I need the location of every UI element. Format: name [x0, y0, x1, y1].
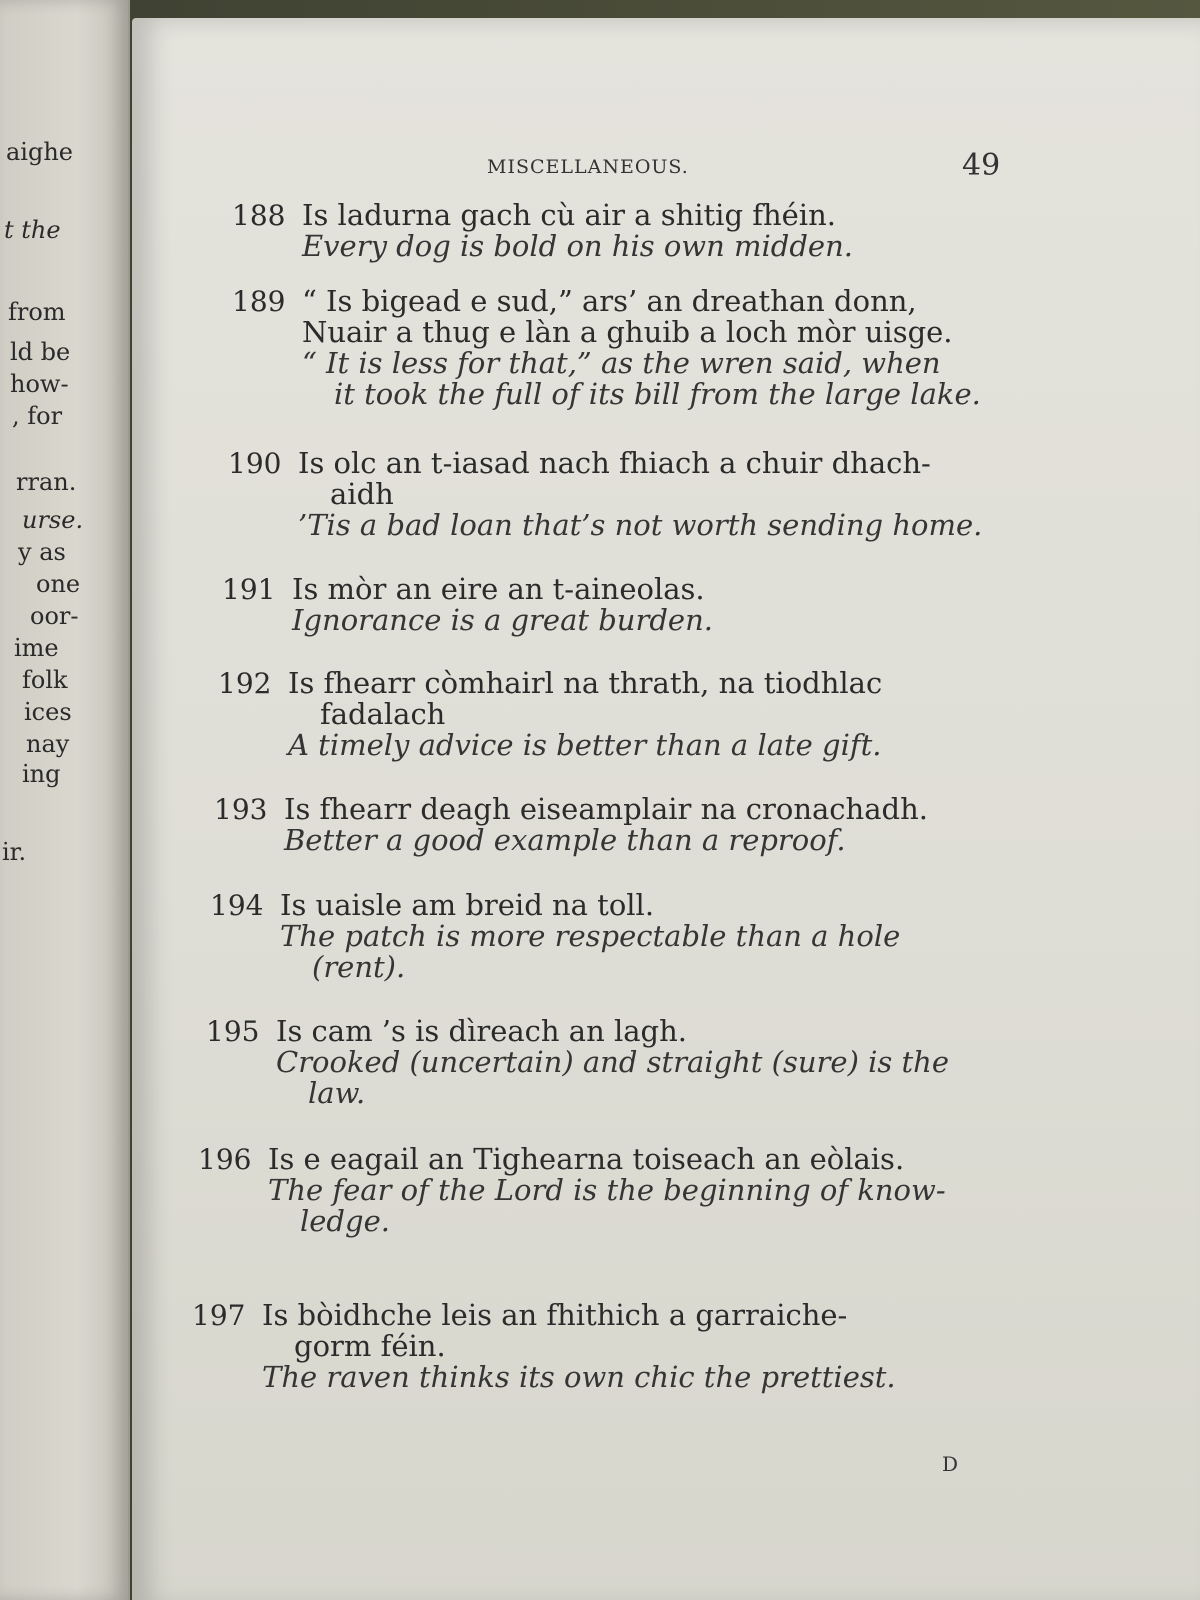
left-page-fragment: aighe: [6, 138, 74, 166]
proverb-gaelic-line: Is cam ’s is dìreach an lagh.: [276, 1014, 687, 1048]
running-head: MISCELLANEOUS.: [487, 156, 689, 178]
proverb-body: [262, 1300, 896, 1393]
proverb-translation-line: A timely advice is better than a late gift.: [288, 728, 882, 762]
left-page-fragment: how-: [10, 370, 69, 398]
left-page-fragment: one: [36, 570, 81, 598]
proverb-number: 188: [232, 199, 286, 232]
proverb-translation-line: “ It is less for that,” as the wren said, when: [302, 346, 941, 380]
proverb-body: [284, 794, 928, 856]
proverb-gaelic-line: gorm féin.: [294, 1329, 446, 1363]
proverb-translation-line: The patch is more respectable than a hole: [280, 919, 901, 953]
proverb-translation-line: Every dog is bold on his own midden.: [302, 229, 853, 263]
left-page-fragment: t the: [4, 216, 61, 244]
proverb-body: [298, 448, 982, 541]
left-page-fragment: ing: [22, 760, 61, 788]
proverb-translation-line: The fear of the Lord is the beginning of know-: [268, 1173, 946, 1207]
left-page-fragment: ld be: [10, 338, 71, 366]
proverb-body: [292, 574, 713, 636]
proverb-translation-line: law.: [308, 1076, 366, 1110]
proverb-number: 189: [232, 285, 286, 318]
page-number: 49: [962, 148, 1001, 183]
left-page-fragment: oor-: [30, 602, 79, 630]
proverb-gaelic-line: fadalach: [320, 697, 446, 731]
proverb-number: 194: [210, 889, 264, 922]
proverb-gaelic-line: Is e eagail an Tighearna toiseach an eòlais.: [268, 1142, 905, 1176]
proverb-gaelic-line: “ Is bigead e sud,” ars’ an dreathan donn,: [302, 284, 917, 318]
proverb-body: [280, 890, 900, 983]
left-page-fragment: ir.: [2, 838, 27, 866]
left-page-fragment: urse.: [22, 506, 84, 534]
proverb-number: 197: [192, 1299, 246, 1332]
left-page: [0, 0, 130, 1600]
proverb-gaelic-line: Is olc an t-iasad nach fhiach a chuir dhach-: [298, 446, 931, 480]
left-page-fragment: ices: [24, 698, 72, 726]
proverb-number: 191: [222, 573, 276, 606]
proverb-gaelic-line: Is mòr an eire an t-aineolas.: [292, 572, 705, 606]
proverb-translation-line: it took the full of its bill from the large lake.: [334, 377, 981, 411]
left-page-fragment: folk: [22, 666, 68, 694]
proverb-gaelic-line: Is ladurna gach cù air a shitig fhéin.: [302, 198, 836, 232]
proverb-number: 196: [198, 1143, 252, 1176]
proverb-gaelic-line: Is fhearr còmhairl na thrath, na tiodhlac: [288, 666, 883, 700]
left-page-fragment: from: [8, 298, 66, 326]
left-page-fragment: nay: [26, 730, 70, 758]
proverb-body: [268, 1144, 946, 1237]
left-page-fragment: , for: [12, 402, 63, 430]
proverb-number: 195: [206, 1015, 260, 1048]
proverb-number: 190: [228, 447, 282, 480]
proverb-translation-line: Ignorance is a great burden.: [292, 603, 713, 637]
proverb-body: [276, 1016, 949, 1109]
proverb-gaelic-line: aidh: [330, 477, 394, 511]
proverb-gaelic-line: Is bòidhche leis an fhithich a garraiche-: [262, 1298, 848, 1332]
proverb-gaelic-line: Is fhearr deagh eiseamplair na cronachadh.: [284, 792, 928, 826]
proverb-gaelic-line: Is uaisle am breid na toll.: [280, 888, 655, 922]
proverb-translation-line: (rent).: [312, 950, 406, 984]
left-page-fragment: rran.: [16, 468, 77, 496]
proverb-translation-line: ’Tis a bad loan that’s not worth sending home.: [298, 508, 983, 542]
right-page: [132, 18, 1200, 1600]
proverb-number: 193: [214, 793, 268, 826]
proverb-number: 192: [218, 667, 272, 700]
proverb-translation-line: Better a good example than a reproof.: [284, 823, 846, 857]
left-page-fragment: ime: [14, 634, 59, 662]
proverb-translation-line: Crooked (uncertain) and straight (sure) is the: [276, 1045, 949, 1079]
proverb-body: [302, 200, 853, 262]
proverb-gaelic-line: Nuair a thug e làn a ghuib a loch mòr uisge.: [302, 315, 953, 349]
left-page-fragment: y as: [18, 538, 66, 566]
signature-mark: D: [942, 1452, 959, 1476]
proverb-body: [288, 668, 882, 761]
proverb-body: [302, 286, 981, 410]
proverb-translation-line: ledge.: [300, 1204, 390, 1238]
proverb-translation-line: The raven thinks its own chic the prettiest.: [262, 1360, 896, 1394]
